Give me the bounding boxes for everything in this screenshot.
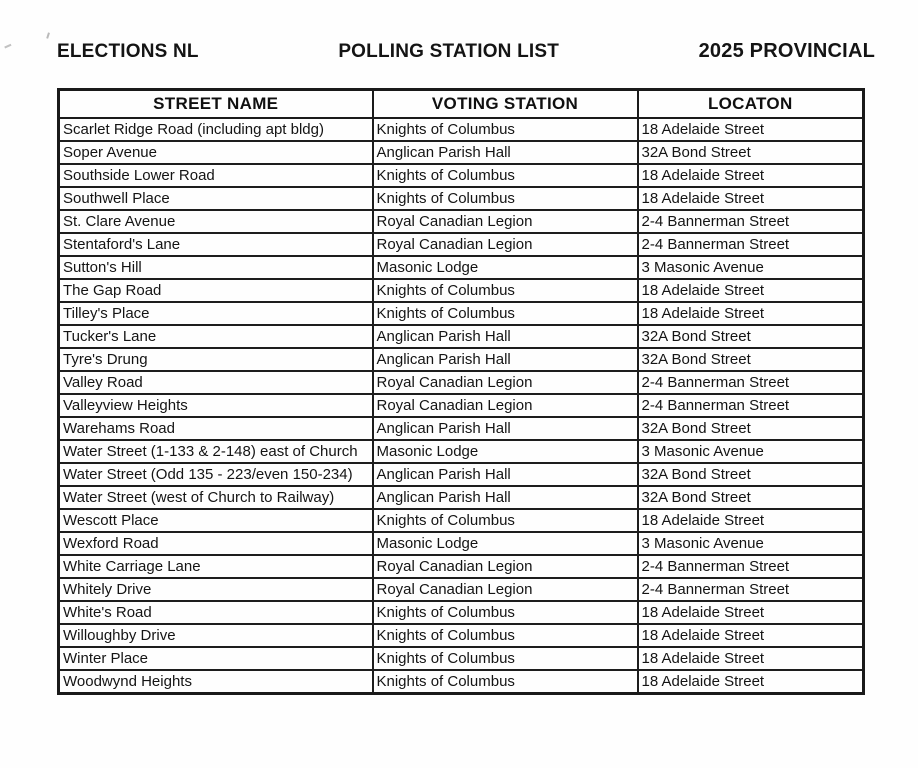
table-header <box>59 90 864 119</box>
location-cell: 3 Masonic Avenue <box>638 532 864 555</box>
location-cell: 32A Bond Street <box>638 141 864 164</box>
table-row <box>59 325 864 348</box>
voting-station-cell: Knights of Columbus <box>373 279 638 302</box>
location-cell: 18 Adelaide Street <box>638 187 864 210</box>
table-row <box>59 348 864 371</box>
polling-table-container <box>57 88 865 695</box>
street-name-cell: Water Street (west of Church to Railway) <box>59 486 373 509</box>
table-row <box>59 394 864 417</box>
voting-station-cell: Anglican Parish Hall <box>373 463 638 486</box>
location-cell: 18 Adelaide Street <box>638 670 864 694</box>
table-row <box>59 509 864 532</box>
voting-station-cell: Royal Canadian Legion <box>373 233 638 256</box>
street-name-cell: Water Street (1-133 & 2-148) east of Church <box>59 440 373 463</box>
table-row <box>59 371 864 394</box>
location-cell: 32A Bond Street <box>638 417 864 440</box>
table-row <box>59 670 864 694</box>
voting-station-cell: Knights of Columbus <box>373 302 638 325</box>
street-name-cell: Soper Avenue <box>59 141 373 164</box>
location-cell: 3 Masonic Avenue <box>638 440 864 463</box>
street-name-cell: Southwell Place <box>59 187 373 210</box>
location-cell: 32A Bond Street <box>638 463 864 486</box>
voting-station-cell: Anglican Parish Hall <box>373 417 638 440</box>
location-cell: 3 Masonic Avenue <box>638 256 864 279</box>
location-cell: 2-4 Bannerman Street <box>638 371 864 394</box>
location-cell: 32A Bond Street <box>638 348 864 371</box>
location-cell: 18 Adelaide Street <box>638 647 864 670</box>
voting-station-cell: Royal Canadian Legion <box>373 371 638 394</box>
voting-station-cell: Royal Canadian Legion <box>373 394 638 417</box>
table-row <box>59 440 864 463</box>
scan-artifact <box>46 32 53 39</box>
table-row <box>59 118 864 141</box>
location-cell: 32A Bond Street <box>638 486 864 509</box>
location-cell: 18 Adelaide Street <box>638 601 864 624</box>
location-cell: 18 Adelaide Street <box>638 118 864 141</box>
voting-station-cell: Anglican Parish Hall <box>373 325 638 348</box>
voting-station-cell: Anglican Parish Hall <box>373 141 638 164</box>
table-row <box>59 624 864 647</box>
election-year: 2025 PROVINCIAL <box>698 40 875 62</box>
voting-station-header: VOTING STATION <box>373 90 638 119</box>
street-name-cell: Warehams Road <box>59 417 373 440</box>
polling-table-body <box>59 118 864 694</box>
street-name-cell: The Gap Road <box>59 279 373 302</box>
table-row <box>59 601 864 624</box>
street-name-cell: Southside Lower Road <box>59 164 373 187</box>
table-row <box>59 279 864 302</box>
voting-station-cell: Masonic Lodge <box>373 256 638 279</box>
location-cell: 2-4 Bannerman Street <box>638 394 864 417</box>
org-title: ELECTIONS NL <box>57 41 199 62</box>
table-row <box>59 210 864 233</box>
table-row <box>59 187 864 210</box>
voting-station-cell: Masonic Lodge <box>373 440 638 463</box>
voting-station-cell: Knights of Columbus <box>373 647 638 670</box>
location-cell: 18 Adelaide Street <box>638 509 864 532</box>
voting-station-cell: Royal Canadian Legion <box>373 210 638 233</box>
voting-station-cell: Anglican Parish Hall <box>373 486 638 509</box>
street-name-cell: St. Clare Avenue <box>59 210 373 233</box>
voting-station-cell: Anglican Parish Hall <box>373 348 638 371</box>
page-title: POLLING STATION LIST <box>338 41 560 62</box>
street-name-cell: Whitely Drive <box>59 578 373 601</box>
table-row <box>59 532 864 555</box>
table-row <box>59 647 864 670</box>
voting-station-cell: Royal Canadian Legion <box>373 578 638 601</box>
scan-artifact <box>4 44 12 51</box>
location-cell: 18 Adelaide Street <box>638 302 864 325</box>
location-header: LOCATON <box>638 90 864 119</box>
street-name-cell: Tilley's Place <box>59 302 373 325</box>
street-name-cell: Valleyview Heights <box>59 394 373 417</box>
location-cell: 2-4 Bannerman Street <box>638 233 864 256</box>
voting-station-cell: Knights of Columbus <box>373 601 638 624</box>
table-row <box>59 486 864 509</box>
table-row <box>59 463 864 486</box>
location-cell: 2-4 Bannerman Street <box>638 555 864 578</box>
street-name-cell: Wexford Road <box>59 532 373 555</box>
street-name-cell: White Carriage Lane <box>59 555 373 578</box>
voting-station-cell: Knights of Columbus <box>373 624 638 647</box>
location-cell: 2-4 Bannerman Street <box>638 578 864 601</box>
voting-station-cell: Knights of Columbus <box>373 187 638 210</box>
page-header <box>57 40 875 63</box>
street-name-cell: Sutton's Hill <box>59 256 373 279</box>
location-cell: 18 Adelaide Street <box>638 279 864 302</box>
table-header-row <box>59 90 864 119</box>
location-cell: 2-4 Bannerman Street <box>638 210 864 233</box>
street-name-header: STREET NAME <box>59 90 373 119</box>
table-row <box>59 417 864 440</box>
table-row <box>59 555 864 578</box>
location-cell: 18 Adelaide Street <box>638 624 864 647</box>
street-name-cell: Water Street (Odd 135 - 223/even 150-234) <box>59 463 373 486</box>
voting-station-cell: Knights of Columbus <box>373 118 638 141</box>
voting-station-cell: Knights of Columbus <box>373 164 638 187</box>
street-name-cell: Tyre's Drung <box>59 348 373 371</box>
street-name-cell: Wescott Place <box>59 509 373 532</box>
street-name-cell: White's Road <box>59 601 373 624</box>
street-name-cell: Willoughby Drive <box>59 624 373 647</box>
table-row <box>59 141 864 164</box>
table-row <box>59 233 864 256</box>
polling-station-table <box>57 88 865 695</box>
voting-station-cell: Royal Canadian Legion <box>373 555 638 578</box>
street-name-cell: Winter Place <box>59 647 373 670</box>
voting-station-cell: Knights of Columbus <box>373 509 638 532</box>
table-row <box>59 256 864 279</box>
voting-station-cell: Knights of Columbus <box>373 670 638 694</box>
location-cell: 32A Bond Street <box>638 325 864 348</box>
voting-station-cell: Masonic Lodge <box>373 532 638 555</box>
street-name-cell: Scarlet Ridge Road (including apt bldg) <box>59 118 373 141</box>
location-cell: 18 Adelaide Street <box>638 164 864 187</box>
table-row <box>59 578 864 601</box>
street-name-cell: Woodwynd Heights <box>59 670 373 694</box>
street-name-cell: Valley Road <box>59 371 373 394</box>
street-name-cell: Stentaford's Lane <box>59 233 373 256</box>
table-row <box>59 164 864 187</box>
table-row <box>59 302 864 325</box>
street-name-cell: Tucker's Lane <box>59 325 373 348</box>
